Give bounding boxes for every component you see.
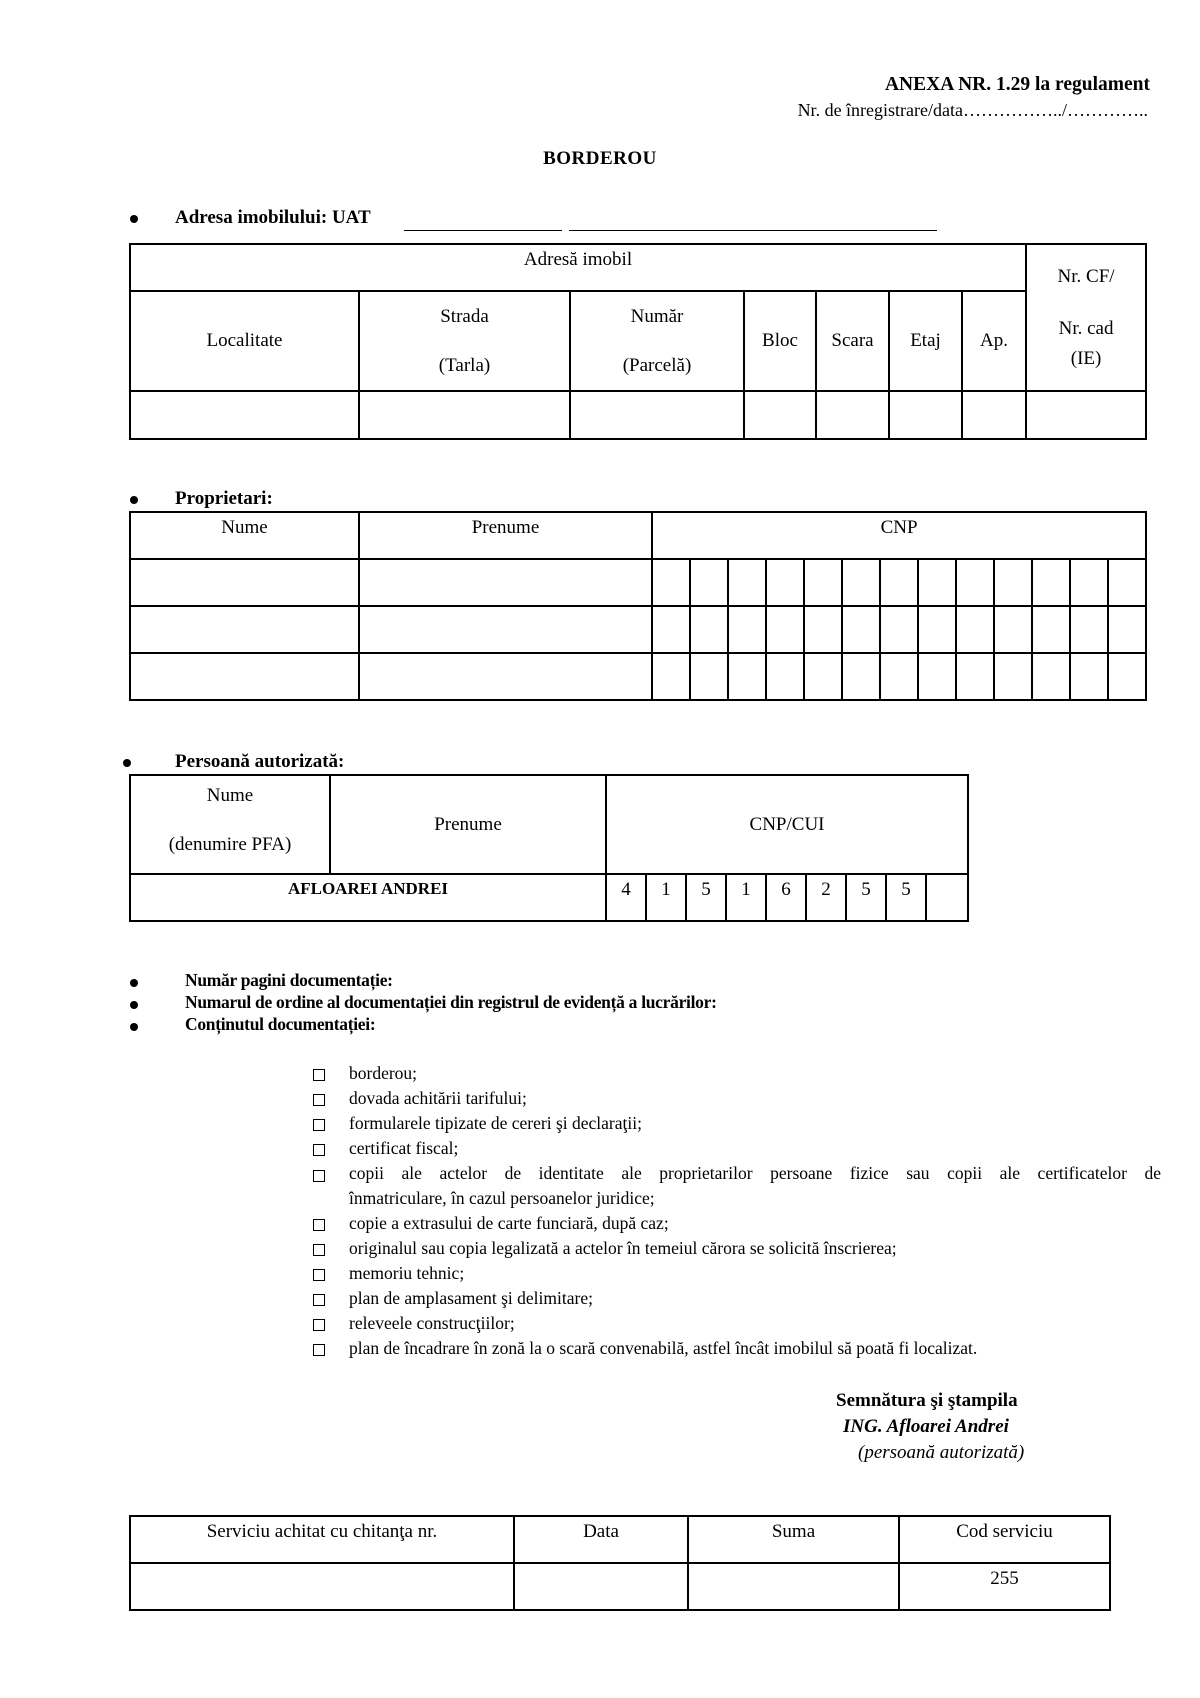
checkbox[interactable]: [313, 1344, 325, 1356]
cnp-digit-cell[interactable]: [994, 653, 1032, 700]
col-prenume: Prenume: [359, 512, 652, 559]
cnp-digit: 5: [846, 874, 886, 921]
cnp-digit-cell[interactable]: [956, 559, 994, 606]
col-cnp: CNP: [652, 512, 1146, 559]
col-auth-nume: [130, 775, 330, 874]
checkbox[interactable]: [313, 1119, 325, 1131]
cnp-digit: 5: [886, 874, 926, 921]
bullet: [130, 1023, 138, 1031]
cnp-digit-cell[interactable]: [728, 653, 766, 700]
pages-label: Număr pagini documentație:: [185, 970, 393, 990]
col-strada-label: Strada: [440, 306, 489, 327]
receipt-value[interactable]: [130, 1563, 514, 1610]
checkbox[interactable]: [313, 1069, 325, 1081]
checkbox[interactable]: [313, 1244, 325, 1256]
checklist-item: releveele construcţiilor;: [349, 1313, 515, 1333]
col-ap: Ap.: [962, 291, 1026, 391]
cnp-digit-cell[interactable]: [766, 606, 804, 653]
checkbox[interactable]: [313, 1094, 325, 1106]
cnp-digit-cell[interactable]: [918, 606, 956, 653]
cnp-digit-cell[interactable]: [1108, 653, 1146, 700]
col-date: Data: [514, 1516, 688, 1563]
bullet: [130, 979, 138, 987]
col-receipt: Serviciu achitat cu chitanţa nr.: [130, 1516, 514, 1563]
cnp-digit[interactable]: [926, 874, 968, 921]
cnp-digit-cell[interactable]: [690, 559, 728, 606]
cnp-digit-cell[interactable]: [804, 559, 842, 606]
col-nr-cf-label: Nr. CF/: [1057, 265, 1115, 287]
checklist-item: copii ale actelor de identitate ale proprietarilor persoane fizice sau copii ale certificatelor de: [349, 1163, 1161, 1183]
checkbox[interactable]: [313, 1219, 325, 1231]
address-cell[interactable]: [744, 391, 816, 439]
cnp-digit: 6: [766, 874, 806, 921]
col-bloc: Bloc: [744, 291, 816, 391]
page-title: BORDEROU: [543, 148, 657, 169]
col-localitate: Localitate: [130, 291, 359, 391]
col-etaj: Etaj: [889, 291, 962, 391]
address-label: Adresa imobilului: UAT: [175, 207, 371, 228]
authorized-table: [129, 774, 969, 922]
checklist-item: formularele tipizate de cereri şi declaraţii;: [349, 1113, 642, 1133]
address-cell[interactable]: [359, 391, 570, 439]
col-strada: [359, 291, 570, 391]
col-service-code: Cod serviciu: [899, 1516, 1110, 1563]
checkbox[interactable]: [313, 1269, 325, 1281]
address-cell[interactable]: [1026, 391, 1146, 439]
authorized-label: Persoană autorizată:: [175, 751, 345, 772]
checklist-item: originalul sau copia legalizată a actelor în temeiul cărora se solicită înscrierea;: [349, 1238, 897, 1258]
col-tarla-label: (Tarla): [438, 355, 491, 376]
col-nr-cf: [1026, 244, 1146, 391]
cnp-digit-cell[interactable]: [880, 606, 918, 653]
sum-value[interactable]: [688, 1563, 899, 1610]
order-label: Numarul de ordine al documentației din registrul de evidență a lucrărilor:: [185, 992, 717, 1012]
col-parcela-label: (Parcelă): [622, 355, 692, 376]
cnp-digit-cell[interactable]: [1032, 606, 1070, 653]
bullet: [130, 215, 138, 223]
checklist-item: plan de amplasament şi delimitare;: [349, 1288, 593, 1308]
address-cell[interactable]: [816, 391, 889, 439]
owner-row: [130, 606, 1146, 653]
cnp-digit-cell[interactable]: [1070, 559, 1108, 606]
checklist-item: copie a extrasului de carte funciară, după caz;: [349, 1213, 669, 1233]
service-code-value: 255: [899, 1563, 1110, 1610]
payment-table: [129, 1515, 1111, 1611]
cnp-digit-cell[interactable]: [766, 653, 804, 700]
cnp-digit-cell[interactable]: [690, 653, 728, 700]
annex-title: ANEXA NR. 1.29 la regulament: [884, 74, 1150, 95]
signature-role: (persoană autorizată): [858, 1442, 1025, 1463]
checkbox[interactable]: [313, 1294, 325, 1306]
col-ie-label: (IE): [1070, 347, 1102, 369]
content-label: Conținutul documentației:: [185, 1014, 376, 1034]
owner-firstname-cell[interactable]: [359, 559, 652, 606]
cnp-digit-cell[interactable]: [956, 606, 994, 653]
bullet: [123, 759, 131, 767]
owner-name-cell[interactable]: [130, 559, 359, 606]
cnp-digit: 1: [726, 874, 766, 921]
cnp-digit-cell[interactable]: [880, 653, 918, 700]
cnp-digit: 2: [806, 874, 846, 921]
col-numar: [570, 291, 744, 391]
cnp-digit-cell[interactable]: [842, 606, 880, 653]
cnp-digit-cell[interactable]: [766, 559, 804, 606]
col-auth-cnp: CNP/CUI: [606, 775, 968, 874]
cnp-digit-cell[interactable]: [690, 606, 728, 653]
cnp-digit-cell[interactable]: [652, 653, 690, 700]
cnp-digit-cell[interactable]: [918, 653, 956, 700]
owner-firstname-cell[interactable]: [359, 653, 652, 700]
cnp-digit-cell[interactable]: [728, 606, 766, 653]
cnp-digit-cell[interactable]: [842, 559, 880, 606]
cnp-digit: 4: [606, 874, 646, 921]
bullet: [130, 496, 138, 504]
checkbox[interactable]: [313, 1144, 325, 1156]
checklist-item: borderou;: [349, 1063, 418, 1083]
owner-row: [130, 559, 1146, 606]
cnp-digit-cell[interactable]: [1108, 606, 1146, 653]
col-auth-nume-label: Nume: [206, 784, 254, 806]
uat-line: [404, 230, 562, 231]
address-cell[interactable]: [962, 391, 1026, 439]
cnp-digit-cell[interactable]: [804, 653, 842, 700]
checklist-item: certificat fiscal;: [349, 1138, 459, 1158]
cnp-digit-cell[interactable]: [1032, 559, 1070, 606]
col-nr-cad-label: Nr. cad: [1058, 317, 1114, 339]
cnp-digit-cell[interactable]: [1032, 653, 1070, 700]
owner-firstname-cell[interactable]: [359, 606, 652, 653]
cnp-digit: 1: [646, 874, 686, 921]
cnp-digit-cell[interactable]: [918, 559, 956, 606]
owners-label: Proprietari:: [175, 488, 273, 509]
address-group-header: Adresă imobil: [130, 244, 1026, 291]
col-auth-prenume: Prenume: [330, 775, 606, 874]
address-cell[interactable]: [130, 391, 359, 439]
cnp-digit-cell[interactable]: [1070, 606, 1108, 653]
col-numar-label: Număr: [630, 306, 684, 327]
col-scara: Scara: [816, 291, 889, 391]
checklist-item-continued: înmatriculare, în cazul persoanelor juridice;: [349, 1188, 655, 1208]
col-auth-pfa-label: (denumire PFA): [168, 833, 292, 855]
col-nume: Nume: [130, 512, 359, 559]
checklist-item: plan de încadrare în zonă la o scară convenabilă, astfel încât imobilul să poată fi localizat.: [349, 1338, 978, 1358]
cnp-digit-cell[interactable]: [956, 653, 994, 700]
checkbox[interactable]: [313, 1170, 325, 1182]
cnp-digit-cell[interactable]: [880, 559, 918, 606]
cnp-digit-cell[interactable]: [1070, 653, 1108, 700]
owner-name-cell[interactable]: [130, 653, 359, 700]
authorized-name: AFLOAREI ANDREI: [130, 874, 606, 921]
cnp-digit-cell[interactable]: [804, 606, 842, 653]
address-cell[interactable]: [889, 391, 962, 439]
checkbox[interactable]: [313, 1319, 325, 1331]
owner-row: [130, 653, 1146, 700]
cnp-digit-cell[interactable]: [994, 606, 1032, 653]
cnp-digit-cell[interactable]: [1108, 559, 1146, 606]
col-sum: Suma: [688, 1516, 899, 1563]
checklist-item: dovada achitării tarifului;: [349, 1088, 527, 1108]
cnp-digit-cell[interactable]: [994, 559, 1032, 606]
date-value[interactable]: [514, 1563, 688, 1610]
address-line: [569, 230, 937, 231]
cnp-digit-cell[interactable]: [652, 606, 690, 653]
owner-name-cell[interactable]: [130, 606, 359, 653]
signature-title: Semnătura şi ştampila: [836, 1390, 1018, 1411]
address-cell[interactable]: [570, 391, 744, 439]
registration-line: Nr. de înregistrare/data……………../…………..: [797, 100, 1148, 120]
cnp-digit-cell[interactable]: [842, 653, 880, 700]
cnp-digit: 5: [686, 874, 726, 921]
bullet: [130, 1001, 138, 1009]
address-table: [129, 243, 1147, 440]
signature-name: ING. Afloarei Andrei: [843, 1416, 1009, 1437]
checklist-item: memoriu tehnic;: [349, 1263, 465, 1283]
cnp-digit-cell[interactable]: [728, 559, 766, 606]
owners-table: [129, 511, 1147, 701]
cnp-digit-cell[interactable]: [652, 559, 690, 606]
